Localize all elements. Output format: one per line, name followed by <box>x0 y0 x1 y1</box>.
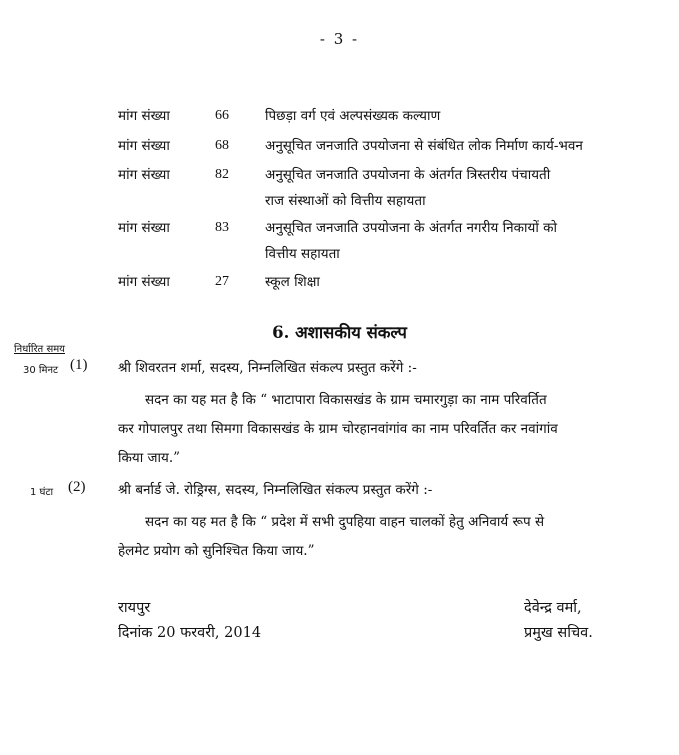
demand-description: अनुसूचित जनजाति उपयोजना से संबंधित लोक निर्माण कार्य-भवन <box>265 138 583 154</box>
signatory-name: देवेन्द्र वर्मा, <box>524 600 582 616</box>
place: रायपुर <box>118 600 151 616</box>
resolution-text-line: सदन का यह मत है कि “ प्रदेश में सभी दुपहिया वाहन चालकों हेतु अनिवार्य रूप से <box>145 514 545 530</box>
page-number: - 3 - <box>319 30 360 48</box>
allotted-time-label: निर्धारित समय <box>14 344 65 355</box>
demand-description: अनुसूचित जनजाति उपयोजना के अंतर्गत त्रिस्तरीय पंचायती <box>265 167 551 183</box>
demand-number: 68 <box>215 138 229 153</box>
demand-label: मांग संख्या <box>118 138 170 154</box>
resolution-text-line: हेलमेट प्रयोग को सुनिश्चित किया जाय.” <box>118 543 315 559</box>
demand-description: पिछड़ा वर्ग एवं अल्पसंख्यक कल्याण <box>265 108 441 124</box>
date: दिनांक 20 फरवरी, 2014 <box>118 625 262 641</box>
demand-label: मांग संख्या <box>118 220 170 236</box>
resolution-time: 30 मिनट <box>23 365 59 376</box>
resolution-text-line: कर गोपालपुर तथा सिमगा विकासखंड के ग्राम चोरहानवांगांव का नाम परिवर्तित कर नवांगांव <box>118 421 558 437</box>
demand-number: 27 <box>215 274 229 289</box>
resolution-text-line: सदन का यह मत है कि “ भाटापारा विकासखंड के ग्राम चमारगुड़ा का नाम परिवर्तित <box>145 392 547 408</box>
demand-number: 83 <box>215 220 229 235</box>
signatory-title: प्रमुख सचिव. <box>524 625 593 641</box>
demand-description: राज संस्थाओं को वित्तीय सहायता <box>265 193 426 209</box>
demand-label: मांग संख्या <box>118 167 170 183</box>
resolution-number: (1) <box>70 357 88 373</box>
demand-description: स्कूल शिक्षा <box>265 274 320 290</box>
resolution-time: 1 घंटा <box>30 487 54 498</box>
demand-number: 66 <box>215 108 229 123</box>
demand-label: मांग संख्या <box>118 108 170 124</box>
resolution-text-line: किया जाय.” <box>118 450 181 466</box>
demand-description: अनुसूचित जनजाति उपयोजना के अंतर्गत नगरीय निकायों को <box>265 220 558 236</box>
demand-description: वित्तीय सहायता <box>265 246 340 262</box>
resolution-number: (2) <box>68 479 86 495</box>
demand-number: 82 <box>215 167 229 182</box>
demand-label: मांग संख्या <box>118 274 170 290</box>
resolution-mover: श्री बर्नार्ड जे. रोड्रिग्स, सदस्य, निम्नलिखित संकल्प प्रस्तुत करेंगे :- <box>118 482 433 498</box>
section-heading: 6. अशासकीय संकल्प <box>272 323 407 342</box>
resolution-mover: श्री शिवरतन शर्मा, सदस्य, निम्नलिखित संकल्प प्रस्तुत करेंगे :- <box>118 360 417 376</box>
